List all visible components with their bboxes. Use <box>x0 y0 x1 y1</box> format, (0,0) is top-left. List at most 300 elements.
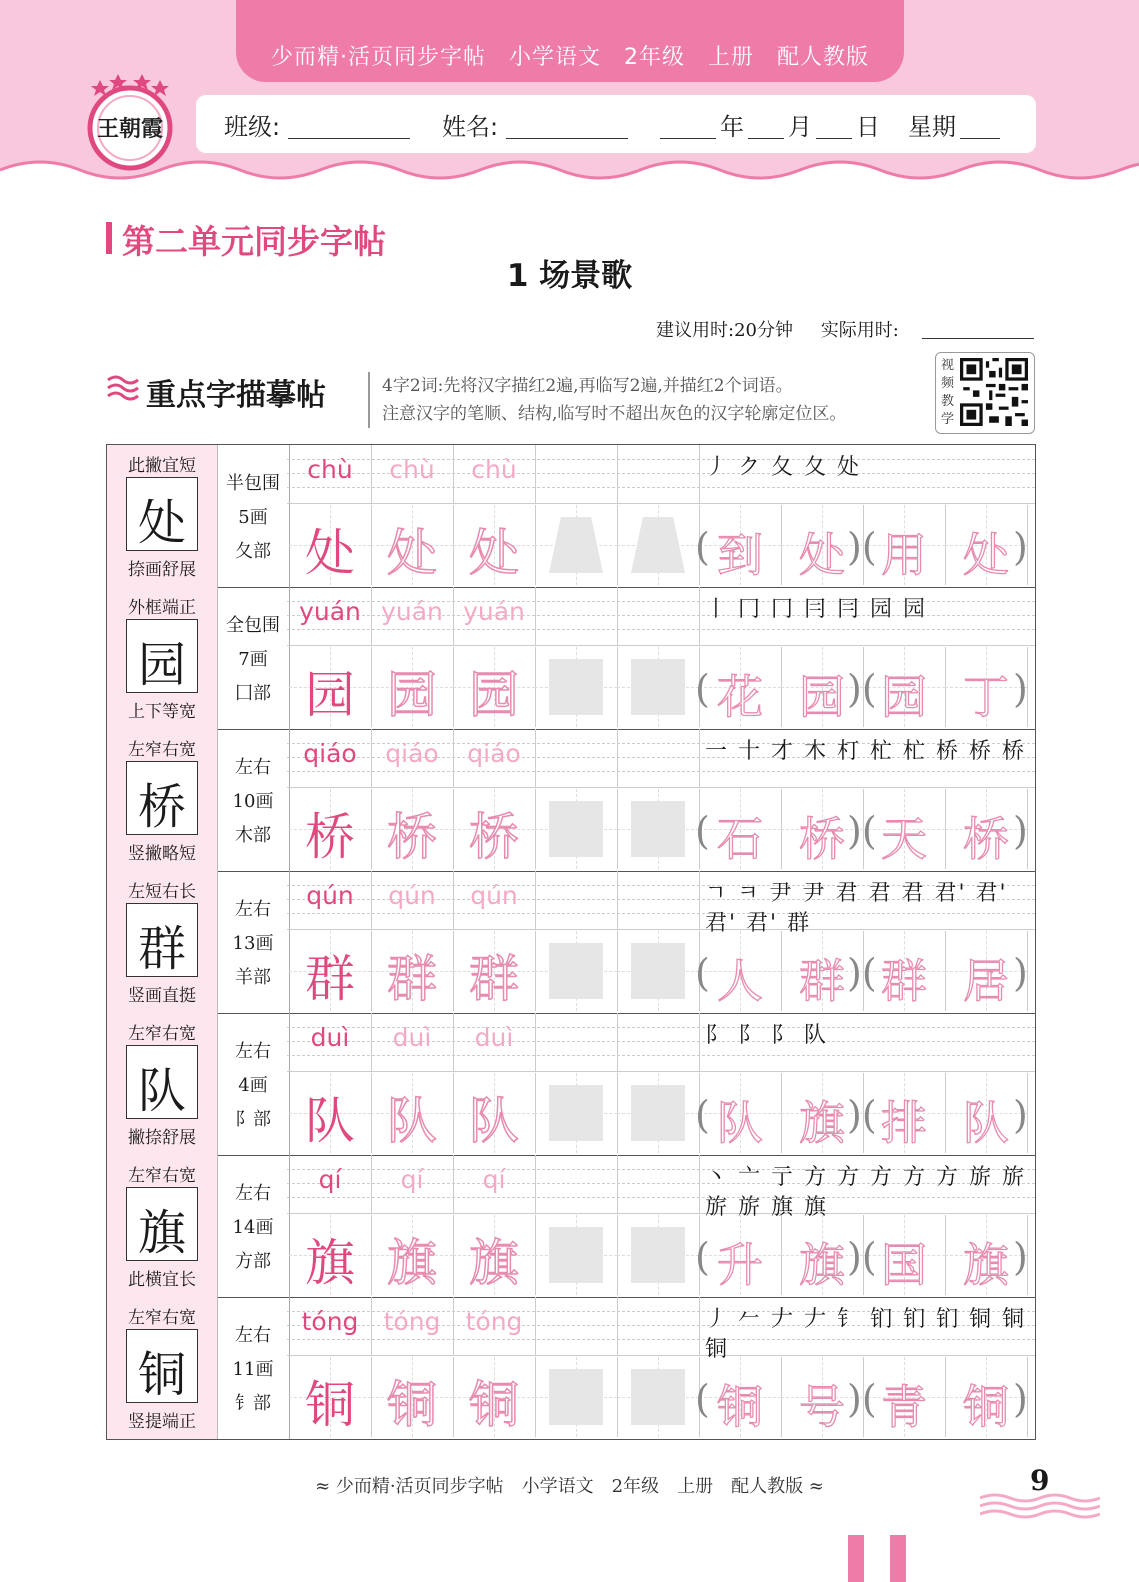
word-trace-character: 旗 <box>799 1238 845 1292</box>
writing-cell[interactable] <box>617 1073 700 1153</box>
word-bracket: )( <box>847 951 877 995</box>
model-character: 铜 <box>137 1347 186 1403</box>
practice-row <box>107 729 1035 872</box>
outline-zone <box>549 659 603 715</box>
trace-character: 铜 <box>469 1376 519 1434</box>
model-character-box <box>126 761 198 835</box>
pinyin-cell[interactable] <box>535 1297 618 1355</box>
stroke-order: 丶 亠 亍 方 方 方 方 方 旂 旂 旂 旂 旗 旗 <box>705 1165 1026 1220</box>
weekday-field[interactable] <box>960 138 1000 139</box>
name-label: 姓名: <box>442 113 499 141</box>
pinyin-cell[interactable] <box>453 729 536 787</box>
pinyin-cell[interactable] <box>453 871 536 929</box>
page-number: 9 <box>1030 1464 1050 1497</box>
character-info <box>217 729 290 871</box>
row-divider <box>287 1071 1035 1072</box>
writing-cell <box>289 789 372 869</box>
page-edge-tab <box>890 1535 906 1582</box>
writing-cell[interactable] <box>453 1073 536 1153</box>
day-field[interactable] <box>816 138 852 139</box>
practice-row <box>107 1013 1035 1156</box>
structure-label: 半包围 <box>226 473 280 494</box>
structure-label: 左右 <box>235 1325 271 1346</box>
model-character-box <box>126 1187 198 1261</box>
word-bracket: )( <box>847 667 877 711</box>
day-label: 日 <box>856 113 880 141</box>
practice-instructions <box>368 372 846 428</box>
practice-row <box>107 587 1035 730</box>
writing-cell[interactable] <box>535 647 618 727</box>
model-character-box <box>126 1329 198 1403</box>
structure-label: 左右 <box>235 1041 271 1062</box>
sample-character: 队 <box>305 1092 355 1150</box>
sample-character: 铜 <box>305 1376 355 1434</box>
word-trace-character: 桥 <box>799 812 845 866</box>
word-trace-character: 到 <box>717 528 763 582</box>
writing-cell[interactable] <box>617 1357 700 1437</box>
trace-character: 群 <box>469 950 519 1008</box>
sample-character: 处 <box>305 524 355 582</box>
trace-character: 处 <box>469 524 519 582</box>
writing-tip-top: 左窄右宽 <box>128 1024 196 1044</box>
word-trace-character: 用 <box>881 528 927 582</box>
section-title: 第二单元同步字帖 <box>122 222 386 261</box>
practice-row <box>107 1155 1035 1298</box>
pinyin-cell[interactable] <box>617 1155 700 1213</box>
pinyin-cell[interactable] <box>617 871 700 929</box>
radical-label: 方部 <box>235 1251 271 1272</box>
pinyin-cell <box>289 587 372 645</box>
stroke-count: 7画 <box>238 649 268 670</box>
pinyin-text: qún <box>388 881 436 910</box>
pinyin-cell[interactable] <box>371 587 454 645</box>
word-bracket: ( <box>695 809 710 853</box>
writing-tip-panel <box>107 445 218 587</box>
structure-label: 左右 <box>235 899 271 920</box>
structure-label: 左右 <box>235 1183 271 1204</box>
model-character: 旗 <box>137 1205 186 1261</box>
word-trace-character: 石 <box>717 812 763 866</box>
word-bracket: ) <box>1013 951 1028 995</box>
pinyin-text: qiáo <box>303 739 357 768</box>
stroke-count: 10画 <box>232 791 274 812</box>
word-cell[interactable] <box>699 1215 782 1295</box>
lesson-title: 1 场景歌 <box>506 258 633 294</box>
writing-tip-top: 左窄右宽 <box>128 740 196 760</box>
word-bracket: ) <box>1013 1093 1028 1137</box>
word-trace-character: 升 <box>717 1238 763 1292</box>
pinyin-cell[interactable] <box>371 1155 454 1213</box>
wave-lines-icon <box>106 372 140 402</box>
pinyin-text: yuán <box>299 597 361 626</box>
stroke-count: 4画 <box>238 1075 268 1096</box>
pinyin-cell[interactable] <box>617 1297 700 1355</box>
word-trace-character: 旗 <box>799 1096 845 1150</box>
stroke-order: 丿 𠂉 𠂇 𠂇 钅 钔 钔 钔 铜 铜 铜 <box>705 1307 1026 1362</box>
actual-time-label: 实际用时: <box>820 320 899 341</box>
word-trace-character: 园 <box>799 670 845 724</box>
word-trace-character: 队 <box>717 1096 763 1150</box>
year-label: 年 <box>720 113 744 141</box>
practice-row <box>107 871 1035 1014</box>
trace-character: 旗 <box>387 1234 437 1292</box>
writing-tip-panel <box>107 871 218 1013</box>
year-field[interactable] <box>660 138 716 139</box>
stroke-order: 阝 阝 阝 队 <box>705 1023 828 1048</box>
word-bracket: ) <box>1013 667 1028 711</box>
pinyin-cell[interactable] <box>371 729 454 787</box>
writing-tip-panel <box>107 729 218 871</box>
word-bracket: )( <box>847 525 877 569</box>
writing-cell[interactable] <box>371 931 454 1011</box>
word-cell[interactable] <box>699 789 782 869</box>
word-trace-character: 排 <box>881 1096 927 1150</box>
stroke-count: 5画 <box>238 507 268 528</box>
pinyin-cell[interactable] <box>617 729 700 787</box>
writing-cell[interactable] <box>617 1215 700 1295</box>
pinyin-cell[interactable] <box>535 871 618 929</box>
word-trace-character: 处 <box>799 528 845 582</box>
word-bracket: ( <box>695 667 710 711</box>
pinyin-cell <box>289 1013 372 1071</box>
word-trace-character: 天 <box>881 812 927 866</box>
writing-cell[interactable] <box>371 789 454 869</box>
writing-tip-top: 此撇宜短 <box>128 456 196 476</box>
pinyin-cell[interactable] <box>371 1297 454 1355</box>
pinyin-cell[interactable] <box>453 1155 536 1213</box>
pinyin-cell[interactable] <box>371 871 454 929</box>
writing-tip-top: 左窄右宽 <box>128 1308 196 1328</box>
word-trace-character: 丁 <box>963 670 1009 724</box>
word-trace-character: 花 <box>717 670 763 724</box>
pinyin-text: chù <box>471 455 517 484</box>
pinyin-cell <box>289 1297 372 1355</box>
word-bracket: ( <box>695 1235 710 1279</box>
outline-zone <box>549 517 603 573</box>
pinyin-cell[interactable] <box>371 1013 454 1071</box>
word-bracket: ( <box>695 1093 710 1137</box>
model-character: 群 <box>137 921 186 977</box>
radical-label: 钅部 <box>235 1393 271 1414</box>
word-bracket: )( <box>847 1093 877 1137</box>
outline-zone <box>549 1369 603 1425</box>
class-field[interactable] <box>288 138 410 139</box>
writing-tip-panel <box>107 1297 218 1439</box>
writing-cell[interactable] <box>617 647 700 727</box>
word-bracket: ( <box>695 951 710 995</box>
model-character-box <box>126 903 198 977</box>
writing-tip-top: 左窄右宽 <box>128 1166 196 1186</box>
word-trace-character: 群 <box>799 954 845 1008</box>
pinyin-text: qí <box>400 1165 424 1194</box>
writing-tip-panel <box>107 1013 218 1155</box>
model-character-box <box>126 1045 198 1119</box>
pinyin-cell[interactable] <box>453 1297 536 1355</box>
pinyin-cell[interactable] <box>453 445 536 503</box>
instruction-line-2: 注意汉字的笔顺、结构,临写时不超出灰色的汉字轮廓定位区。 <box>382 404 847 424</box>
writing-cell[interactable] <box>453 789 536 869</box>
pinyin-cell <box>289 445 372 503</box>
word-trace-character: 铜 <box>717 1380 763 1434</box>
model-character-box <box>126 619 198 693</box>
word-trace-character: 号 <box>799 1380 845 1434</box>
student-info-bar <box>196 95 1036 153</box>
structure-label: 左右 <box>235 757 271 778</box>
writing-tip-bottom: 此横宜长 <box>128 1270 196 1290</box>
writing-cell[interactable] <box>453 1357 536 1437</box>
model-character: 桥 <box>137 779 186 835</box>
word-cell[interactable] <box>699 647 782 727</box>
writing-cell <box>289 1357 372 1437</box>
character-info <box>217 1155 290 1297</box>
writing-cell[interactable] <box>371 505 454 585</box>
footer-wave-decoration <box>980 1490 1100 1520</box>
word-trace-character: 铜 <box>963 1380 1009 1434</box>
stroke-order: 丨 冂 冂 冃 冃 园 园 <box>705 597 927 622</box>
outline-zone <box>631 1369 685 1425</box>
character-info <box>217 871 290 1013</box>
row-divider <box>287 503 1035 504</box>
pinyin-cell[interactable] <box>617 445 700 503</box>
word-trace-character: 青 <box>881 1380 927 1434</box>
word-trace-character: 队 <box>963 1096 1009 1150</box>
pinyin-cell[interactable] <box>617 587 700 645</box>
word-bracket: ) <box>1013 1235 1028 1279</box>
sample-character: 群 <box>305 950 355 1008</box>
qr-code-icon <box>960 358 1028 426</box>
header-title: 少而精·活页同步字帖 小学语文 2年级 上册 配人教版 <box>271 45 869 70</box>
writing-cell <box>289 505 372 585</box>
stroke-order: ㄱ ㅋ 尹 尹 君 君 君 君' 君' 君' 君' 群 <box>705 881 1008 936</box>
pinyin-text: chù <box>389 455 435 484</box>
model-character-box <box>126 477 198 551</box>
writing-tip-top: 左短右长 <box>128 882 196 902</box>
radical-label: 木部 <box>235 825 271 846</box>
writing-tip-bottom: 上下等宽 <box>128 702 196 722</box>
outline-zone <box>549 1085 603 1141</box>
pinyin-cell[interactable] <box>371 445 454 503</box>
radical-label: 阝部 <box>235 1109 271 1130</box>
outline-zone <box>631 659 685 715</box>
writing-cell[interactable] <box>371 1357 454 1437</box>
pinyin-cell[interactable] <box>535 729 618 787</box>
pinyin-text: tóng <box>383 1307 441 1336</box>
instruction-line-1: 4字2词:先将汉字描红2遍,再临写2遍,并描红2个词语。 <box>382 376 793 396</box>
pinyin-cell[interactable] <box>535 445 618 503</box>
writing-cell[interactable] <box>535 931 618 1011</box>
word-bracket: )( <box>847 1377 877 1421</box>
radical-label: 羊部 <box>235 967 271 988</box>
writing-cell[interactable] <box>453 931 536 1011</box>
pinyin-text: qún <box>470 881 518 910</box>
practice-title: 重点字描摹帖 <box>146 378 326 413</box>
writing-cell[interactable] <box>617 789 700 869</box>
word-cell[interactable] <box>699 1073 782 1153</box>
writing-cell[interactable] <box>617 505 700 585</box>
pinyin-text: qí <box>482 1165 506 1194</box>
writing-tip-bottom: 竖画直挺 <box>128 986 196 1006</box>
class-label: 班级: <box>224 113 281 141</box>
qr-label: 视频教学 <box>941 358 955 427</box>
pinyin-cell <box>289 871 372 929</box>
word-trace-character: 旗 <box>963 1238 1009 1292</box>
practice-row <box>107 1297 1035 1440</box>
pinyin-cell[interactable] <box>453 1013 536 1071</box>
month-field[interactable] <box>748 138 784 139</box>
writing-cell[interactable] <box>535 1215 618 1295</box>
writing-cell[interactable] <box>535 505 618 585</box>
trace-character: 铜 <box>387 1376 437 1434</box>
word-bracket: )( <box>847 809 877 853</box>
writing-cell[interactable] <box>453 505 536 585</box>
pinyin-cell <box>289 729 372 787</box>
suggested-time: 建议用时:20分钟 <box>656 320 793 341</box>
pinyin-text: yuán <box>463 597 525 626</box>
radical-label: 夂部 <box>235 541 271 562</box>
stroke-count: 14画 <box>232 1217 274 1238</box>
weekday-label: 星期 <box>908 113 956 141</box>
radical-label: 囗部 <box>235 683 271 704</box>
pinyin-text: qiáo <box>385 739 439 768</box>
sample-character: 园 <box>305 666 355 724</box>
writing-tip-bottom: 竖提端正 <box>128 1412 196 1432</box>
time-info <box>656 316 899 342</box>
stroke-order: 一 十 才 木 朾 杧 杧 桥 桥 桥 <box>705 739 1026 764</box>
name-field[interactable] <box>506 138 628 139</box>
writing-cell <box>289 647 372 727</box>
word-bracket: ) <box>1013 525 1028 569</box>
outline-zone <box>631 1085 685 1141</box>
pinyin-text: qí <box>318 1165 342 1194</box>
structure-label: 全包围 <box>226 615 280 636</box>
trace-character: 队 <box>387 1092 437 1150</box>
pinyin-cell[interactable] <box>535 587 618 645</box>
word-cell[interactable] <box>699 505 782 585</box>
character-info <box>217 1297 290 1439</box>
sample-character: 桥 <box>305 808 355 866</box>
trace-character: 园 <box>387 666 437 724</box>
pinyin-cell[interactable] <box>617 1013 700 1071</box>
writing-cell[interactable] <box>453 1215 536 1295</box>
writing-cell[interactable] <box>617 931 700 1011</box>
word-trace-character: 桥 <box>963 812 1009 866</box>
stroke-count: 13画 <box>232 933 274 954</box>
row-divider <box>287 645 1035 646</box>
outline-zone <box>549 1227 603 1283</box>
word-bracket: ) <box>1013 809 1028 853</box>
outline-zone <box>631 517 685 573</box>
character-practice-grid <box>106 444 1036 1440</box>
outline-zone <box>631 801 685 857</box>
outline-zone <box>549 943 603 999</box>
pinyin-cell <box>289 1155 372 1213</box>
page-footer: ≈ 少而精·活页同步字帖 小学语文 2年级 上册 配人教版 ≈ <box>315 1476 824 1497</box>
character-info <box>217 1013 290 1155</box>
writing-cell <box>289 1215 372 1295</box>
word-bracket: ( <box>695 1377 710 1421</box>
trace-character: 队 <box>469 1092 519 1150</box>
word-bracket: )( <box>847 1235 877 1279</box>
writing-tip-panel <box>107 1155 218 1297</box>
actual-time-field[interactable] <box>922 338 1034 339</box>
trace-character: 处 <box>387 524 437 582</box>
character-info <box>217 587 290 729</box>
writing-cell[interactable] <box>371 1073 454 1153</box>
page-header <box>0 0 1139 190</box>
stroke-count: 11画 <box>232 1359 274 1380</box>
outline-zone <box>631 943 685 999</box>
pinyin-text: qiáo <box>467 739 521 768</box>
trace-character: 群 <box>387 950 437 1008</box>
word-bracket: ) <box>1013 1377 1028 1421</box>
model-character: 园 <box>137 637 186 693</box>
trace-character: 园 <box>469 666 519 724</box>
model-character: 处 <box>137 495 186 551</box>
writing-tip-bottom: 捺画舒展 <box>128 560 196 580</box>
word-trace-character: 园 <box>881 670 927 724</box>
pinyin-text: duì <box>474 1023 514 1052</box>
logo-text: 王朝霞 <box>96 116 164 142</box>
writing-cell <box>289 1073 372 1153</box>
word-cell[interactable] <box>699 931 782 1011</box>
word-trace-character: 国 <box>881 1238 927 1292</box>
page-edge-tab <box>848 1535 864 1582</box>
pinyin-text: qún <box>306 881 354 910</box>
pinyin-cell[interactable] <box>453 587 536 645</box>
writing-cell[interactable] <box>371 647 454 727</box>
word-trace-character: 群 <box>881 954 927 1008</box>
writing-tip-bottom: 竖撇略短 <box>128 844 196 864</box>
writing-cell[interactable] <box>453 647 536 727</box>
video-qr-card[interactable] <box>935 352 1035 434</box>
brand-logo <box>80 72 180 172</box>
row-divider <box>287 787 1035 788</box>
pinyin-text: tóng <box>301 1307 359 1336</box>
pinyin-cell[interactable] <box>535 1155 618 1213</box>
writing-tip-bottom: 撇捺舒展 <box>128 1128 196 1148</box>
pinyin-text: tóng <box>465 1307 523 1336</box>
writing-cell[interactable] <box>535 789 618 869</box>
word-trace-character: 处 <box>963 528 1009 582</box>
outline-zone <box>631 1227 685 1283</box>
word-cell[interactable] <box>699 1357 782 1437</box>
trace-character: 桥 <box>387 808 437 866</box>
writing-tip-panel <box>107 587 218 729</box>
word-trace-character: 居 <box>963 954 1009 1008</box>
pinyin-text: yuán <box>381 597 443 626</box>
writing-cell[interactable] <box>535 1357 618 1437</box>
writing-cell <box>289 931 372 1011</box>
pinyin-cell[interactable] <box>535 1013 618 1071</box>
pinyin-text: duì <box>310 1023 350 1052</box>
writing-cell[interactable] <box>371 1215 454 1295</box>
word-trace-character: 人 <box>717 954 763 1008</box>
writing-cell[interactable] <box>535 1073 618 1153</box>
pinyin-text: chù <box>307 455 353 484</box>
month-label: 月 <box>788 113 812 141</box>
writing-tip-top: 外框端正 <box>128 598 196 618</box>
character-info <box>217 445 290 587</box>
practice-row <box>107 445 1035 588</box>
outline-zone <box>549 801 603 857</box>
sample-character: 旗 <box>305 1234 355 1292</box>
trace-character: 桥 <box>469 808 519 866</box>
word-bracket: ( <box>695 525 710 569</box>
model-character: 队 <box>137 1063 186 1119</box>
pinyin-text: duì <box>392 1023 432 1052</box>
trace-character: 旗 <box>469 1234 519 1292</box>
stroke-order: 丿 ク 夂 夂 处 <box>705 455 861 480</box>
